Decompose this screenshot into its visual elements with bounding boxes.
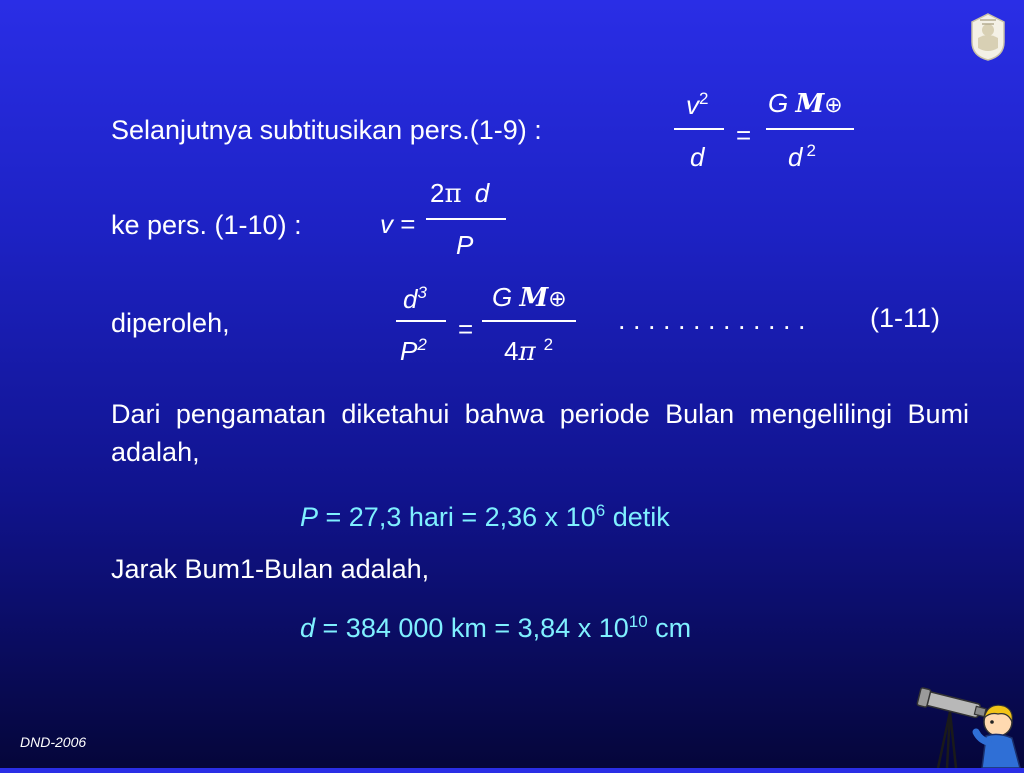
eq3-pi: π xyxy=(518,337,536,367)
eq1-d: d xyxy=(788,142,803,172)
eq2-equals: = xyxy=(400,209,416,239)
eq3-rhs-fraction-bar xyxy=(482,320,576,322)
university-seal-icon xyxy=(968,12,1008,62)
period-equation xyxy=(300,501,670,537)
eq3-rhs-denominator xyxy=(504,336,553,370)
eq2-pi: π xyxy=(444,179,462,209)
eq3-d: d xyxy=(403,284,418,314)
eq3-pi-exp: 2 xyxy=(543,335,554,354)
equation-number: (1-11) xyxy=(870,303,941,333)
eq1-lhs-fraction-bar xyxy=(674,128,724,130)
eq3-four: 4 xyxy=(504,336,519,366)
eq3-P: P xyxy=(400,336,418,366)
period-exp: 6 xyxy=(595,501,606,520)
distance-label: Jarak Bum1-Bulan adalah, xyxy=(111,554,430,584)
intro-text-2: ke pers. (1-10) : xyxy=(111,210,302,240)
eq3-earth: ⊕ xyxy=(548,286,567,311)
intro-text-1: Selanjutnya subtitusikan pers.(1-9) : xyxy=(111,115,542,145)
distance-equation xyxy=(300,612,691,648)
eq1-v-exp: 2 xyxy=(699,89,709,108)
eq2-d: d xyxy=(474,178,490,208)
eq1-d-exp: 2 xyxy=(806,141,816,160)
eq1-v: v xyxy=(686,90,699,120)
eq1-earth: ⊕ xyxy=(824,92,843,117)
distance-unit: cm xyxy=(647,613,692,643)
eq1-G: G xyxy=(768,88,789,118)
eq3-d-exp: 3 xyxy=(417,283,427,302)
eq2-numerator xyxy=(430,178,489,209)
eq1-lhs-denominator: d xyxy=(690,142,705,172)
eq3-rhs-numerator xyxy=(492,282,567,314)
eq1-rhs-fraction-bar xyxy=(766,128,854,130)
eq3-equals: = xyxy=(458,314,474,344)
eq1-rhs-numerator xyxy=(768,88,843,120)
footer-label: DND-2006 xyxy=(20,734,87,750)
eq3-lhs-numerator xyxy=(403,284,427,318)
observation-paragraph: Dari pengamatan diketahui bahwa periode Bulan mengelilingi Bumi adalah, xyxy=(111,399,969,467)
period-unit: detik xyxy=(605,502,670,532)
distance-exp: 10 xyxy=(628,612,648,631)
eq2-two: 2 xyxy=(430,178,445,208)
eq3-M: M xyxy=(519,283,549,313)
eq3-lhs-fraction-bar xyxy=(396,320,446,322)
eq2-denominator: P xyxy=(456,230,474,260)
eq3-G: G xyxy=(492,282,513,312)
eq1-lhs-numerator xyxy=(686,90,708,124)
intro-text-3: diperoleh, xyxy=(111,308,230,338)
astronomer-telescope-icon xyxy=(916,682,1024,768)
eq2-fraction-bar xyxy=(426,218,506,220)
eq1-rhs-denominator xyxy=(788,142,816,176)
distance-var: d xyxy=(300,613,316,643)
distance-text: = 384 000 km = 3,84 x 10 xyxy=(315,613,629,643)
eq3-P-exp: 2 xyxy=(417,335,427,354)
eq2-v: v xyxy=(380,209,393,239)
period-var: P xyxy=(300,502,319,532)
eq2-lhs xyxy=(380,209,415,239)
period-text: = 27,3 hari = 2,36 x 10 xyxy=(318,502,596,532)
eq1-equals: = xyxy=(736,120,752,150)
eq1-M: M xyxy=(795,89,825,119)
equation-dots: . . . . . . . . . . . . . xyxy=(618,305,806,335)
eq3-lhs-denominator xyxy=(400,336,427,370)
